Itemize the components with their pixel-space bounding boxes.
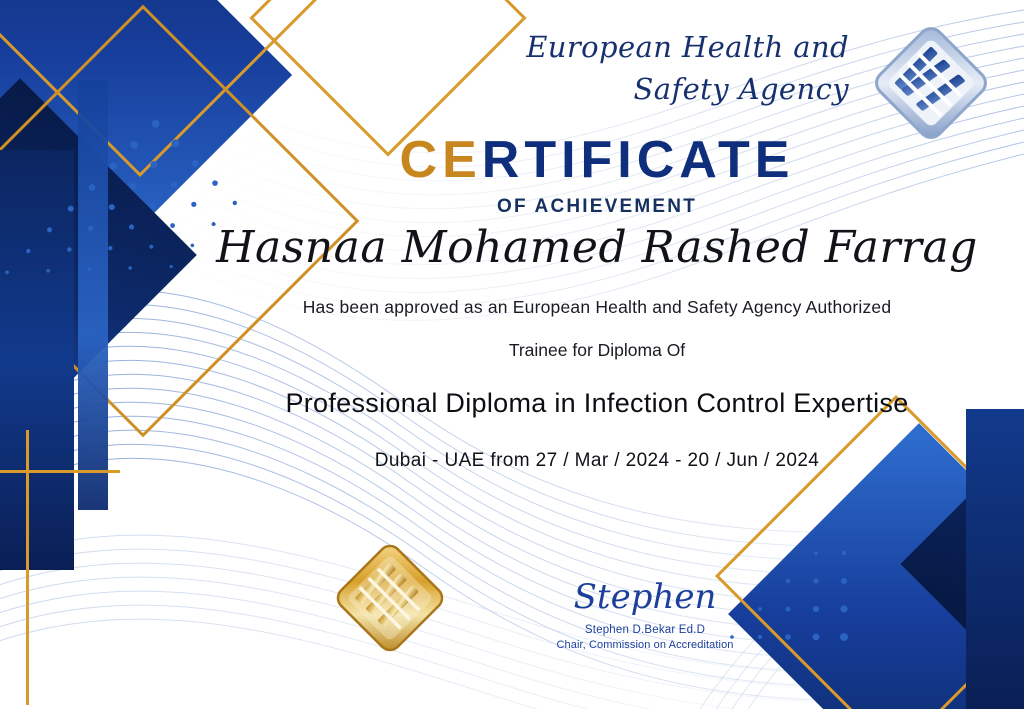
- organization-title-line1: European Health and: [526, 30, 849, 64]
- signature-script: Stephen: [573, 577, 717, 617]
- recipient-name: Hasnaa Mohamed Rashed Farrag: [216, 222, 978, 273]
- certificate-heading-navy: RTIFICATE: [481, 131, 795, 189]
- certificate-heading: [0, 130, 1024, 190]
- certificate-subtitle: OF ACHIEVEMENT: [496, 196, 698, 217]
- signature-block: [505, 577, 785, 651]
- agency-seal-gold-icon: [330, 538, 450, 658]
- body-line-1: Has been approved as an European Health and Safety Agency Authorized: [302, 297, 892, 317]
- agency-emblem-icon: [866, 18, 996, 148]
- location-and-dates: Dubai - UAE from 27 / Mar / 2024 - 20 / Jun / 2024: [374, 450, 820, 471]
- signatory-name: Stephen D.Bekar Ed.D: [584, 624, 706, 636]
- program-title: Professional Diploma in Infection Control Expertise: [285, 388, 909, 418]
- signatory-role: Chair, Commission on Accreditation: [556, 639, 734, 651]
- organization-title-line2: Safety Agency: [633, 72, 849, 107]
- certificate-heading-gold: CE: [399, 131, 482, 189]
- organization-title: [429, 26, 849, 110]
- body-line-2: Trainee for Diploma Of: [508, 340, 686, 360]
